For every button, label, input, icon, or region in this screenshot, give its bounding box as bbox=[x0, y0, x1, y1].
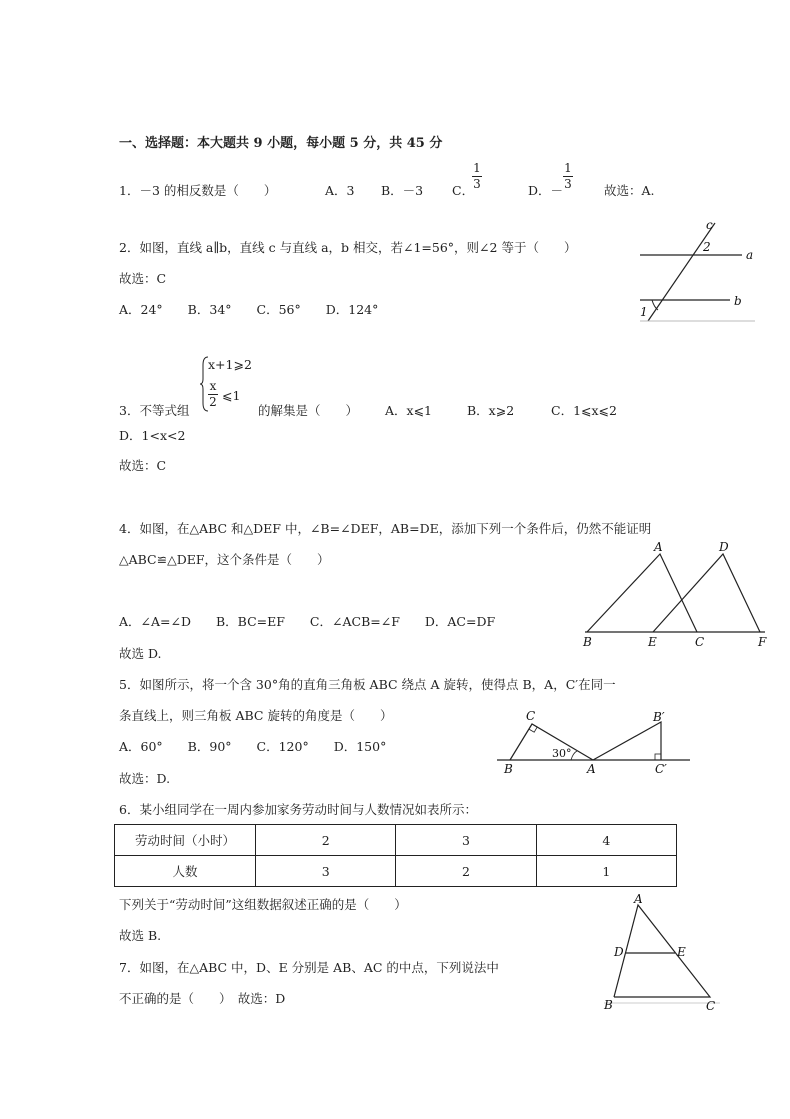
q2-parallel-lines-figure bbox=[630, 215, 760, 325]
q5-stem-line1: 5．如图所示，将一个含 30°角的直角三角板 ABC 绕点 A 旋转，使得点 B，A，C′在同一 bbox=[119, 677, 616, 692]
label-Bp: B′ bbox=[653, 710, 665, 724]
q3-inequality-system bbox=[200, 355, 260, 413]
q3-answer: 故选：C bbox=[119, 458, 167, 473]
q5-rotation-figure bbox=[495, 705, 695, 777]
q2-stem: 2．如图，直线 a∥b，直线 c 与直线 a，b 相交，若∠1=56°，则∠2 等于（ ） bbox=[119, 240, 577, 255]
triangle-def bbox=[653, 554, 760, 632]
section-title: 一、选择题：本大题共 9 小题，每小题 5 分，共 45 分 bbox=[119, 136, 443, 151]
triangle-rotated bbox=[593, 722, 661, 760]
table-row bbox=[115, 825, 677, 856]
q4-triangles-figure bbox=[575, 538, 775, 650]
q3-inequality-2-fraction bbox=[208, 380, 218, 409]
label-a: a bbox=[746, 248, 754, 262]
triangle-abc bbox=[587, 554, 697, 632]
q6-after-table: 下列关于“劳动时间”这组数据叙述正确的是（ ） bbox=[119, 897, 407, 912]
q1-option-c-fraction bbox=[472, 162, 482, 191]
fraction-denominator: 2 bbox=[209, 395, 217, 409]
table-cell: 2 bbox=[256, 825, 396, 856]
label-D: D bbox=[719, 540, 729, 554]
table-cell: 2 bbox=[396, 856, 536, 887]
q1-option-b: B．－3 bbox=[381, 183, 424, 198]
label-A: A bbox=[587, 762, 596, 776]
label-A: A bbox=[634, 893, 643, 906]
q3-option-b: B．x⩾2 bbox=[467, 403, 515, 418]
q6-answer: 故选 B. bbox=[119, 928, 162, 943]
q5-stem-line2: 条直线上，则三角板 ABC 旋转的角度是（ ） bbox=[119, 708, 393, 723]
q3-option-c: C．1⩽x⩽2 bbox=[551, 403, 617, 418]
fraction-numerator: x bbox=[209, 379, 217, 393]
q6-stem: 6．某小组同学在一周内参加家务劳动时间与人数情况如表所示： bbox=[119, 802, 477, 817]
triangle-abc bbox=[614, 905, 710, 997]
label-C: C bbox=[695, 635, 705, 649]
table-cell: 3 bbox=[256, 856, 396, 887]
q7-stem-line2: 不正确的是（ ） 故选：D bbox=[119, 991, 286, 1006]
q1-option-c-label: C． bbox=[452, 183, 475, 198]
label-b: b bbox=[734, 294, 742, 308]
q4-stem-line2: △ABC≌△DEF，这个条件是（ ） bbox=[119, 552, 330, 567]
label-B: B bbox=[604, 998, 613, 1012]
label-F: F bbox=[758, 635, 767, 649]
table-cell: 1 bbox=[536, 856, 676, 887]
table-header-cell: 劳动时间（小时） bbox=[115, 825, 256, 856]
label-A: A bbox=[654, 540, 663, 554]
label-C: C bbox=[706, 999, 716, 1013]
q2-answer: 故选：C bbox=[119, 271, 167, 286]
fraction-denominator: 3 bbox=[564, 177, 572, 191]
q4-answer: 故选 D. bbox=[119, 646, 162, 661]
q7-midline-figure bbox=[600, 893, 725, 1015]
q1-option-a: A．3 bbox=[325, 183, 355, 198]
label-c: c bbox=[706, 218, 713, 232]
q7-stem-line1: 7．如图，在△ABC 中，D、E 分别是 AB、AC 的中点，下列说法中 bbox=[119, 960, 499, 975]
q3-stem-tail: 的解集是（ ） bbox=[258, 403, 359, 418]
label-E: E bbox=[648, 635, 657, 649]
line-c bbox=[648, 223, 715, 321]
q5-options: A．60° B．90° C．120° D．150° bbox=[119, 739, 387, 754]
label-1: 1 bbox=[640, 305, 648, 319]
q4-stem-line1: 4．如图，在△ABC 和△DEF 中，∠B=∠DEF，AB=DE，添加下列一个条件后，仍然不能证明 bbox=[119, 521, 652, 536]
label-C: C bbox=[526, 709, 536, 723]
label-30: 30° bbox=[552, 747, 572, 760]
q1-answer: 故选：A. bbox=[604, 183, 655, 198]
q6-data-table bbox=[114, 824, 677, 887]
q4-options: A．∠A=∠D B．BC=EF C．∠ACB=∠F D．AC=DF bbox=[119, 614, 496, 629]
table-cell: 3 bbox=[396, 825, 536, 856]
label-2: 2 bbox=[703, 240, 711, 254]
table-cell: 4 bbox=[536, 825, 676, 856]
table-header-cell: 人数 bbox=[115, 856, 256, 887]
angle-30-arc bbox=[571, 751, 577, 760]
q1-stem: 1．－3 的相反数是（ ） bbox=[119, 183, 277, 198]
table-row bbox=[115, 856, 677, 887]
label-Cp: C′ bbox=[655, 762, 667, 776]
label-E: E bbox=[677, 945, 686, 959]
q3-inequality-1: x+1⩾2 bbox=[208, 357, 252, 372]
q3-option-d: D．1<x<2 bbox=[119, 428, 186, 443]
q2-options: A．24° B．34° C．56° D．124° bbox=[119, 302, 379, 317]
label-B: B bbox=[583, 635, 592, 649]
right-angle-mark-cp bbox=[655, 754, 661, 760]
q1-option-d-label: D．－ bbox=[528, 183, 564, 198]
q1-option-d-fraction bbox=[563, 162, 573, 191]
q3-stem: 3．不等式组 bbox=[119, 403, 190, 418]
fraction-numerator: 1 bbox=[564, 161, 572, 175]
q3-inequality-2-relation: ⩽1 bbox=[222, 388, 241, 403]
fraction-denominator: 3 bbox=[473, 177, 481, 191]
fraction-numerator: 1 bbox=[473, 161, 481, 175]
q3-option-a: A．x⩽1 bbox=[385, 403, 433, 418]
label-B: B bbox=[504, 762, 513, 776]
q5-answer: 故选：D. bbox=[119, 771, 171, 786]
label-D: D bbox=[614, 945, 624, 959]
